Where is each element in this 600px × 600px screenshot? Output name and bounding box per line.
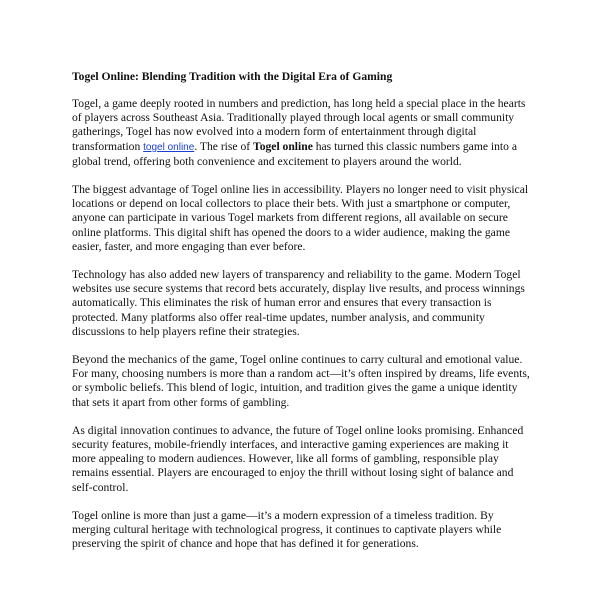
paragraph-intro-text-3: has turned this classic numbers game into a global trend, offering both convenience and excitement to players around the world. — [72, 139, 517, 168]
paragraph-intro-text-2: . The rise of — [194, 139, 254, 153]
paragraph-intro — [72, 97, 532, 169]
paragraph-culture: Beyond the mechanics of the game, Togel online continues to carry cultural and emotional value. For many, choosing numbers is more than a random act—it’s often inspired by dreams, life events, or symbolic beliefs. This blend of logic, intuition, and tradition gives the game a unique identity that sets it apart from other forms of gambling. — [72, 353, 530, 409]
paragraph-conclusion: Togel online is more than just a game—it’s a modern expression of a timeless tradition. By merging cultural heritage with technological progress, it continues to captivate players while preserving the spirit of chance and hope that has defined it for generations. — [72, 508, 502, 551]
paragraph-intro-text: Togel, a game deeply rooted in numbers and prediction, has long held a special place in the hearts of players across Southeast Asia. Traditionally played through local agents or small community gatherings, Togel has now evolved into a modern form of entertainment through digital transformation — [72, 97, 526, 153]
paragraph-future: As digital innovation continues to advance, the future of Togel online looks promising. Enhanced security features, mobile-friendly interfaces, and interactive gaming experiences are making it more appealing to modern audiences. However, like all forms of gambling, responsible play remains essential. Players are encouraged to enjoy the thrill without losing sight of balance and self-control. — [72, 423, 524, 494]
document-title: Togel Online: Blending Tradition with the Digital Era of Gaming — [72, 70, 393, 83]
togel-online-link[interactable]: togel online — [143, 141, 195, 153]
bold-togel-online: Togel online — [253, 139, 313, 153]
paragraph-technology: Technology has also added new layers of transparency and reliability to the game. Modern Togel websites use secure systems that record bets accurately, display live results, and process winnings automatically. This eliminates the risk of human error and ensures that every transaction is protected. Many platforms also offer real-time updates, number analysis, and community discussions to help players refine their strategies. — [72, 268, 525, 338]
paragraph-accessibility: The biggest advantage of Togel online lies in accessibility. Players no longer need to visit physical locations or depend on local collectors to place their bets. With just a smartphone or computer, anyone can participate in various Togel markets from different regions, all available on secure online platforms. This digital shift has opened the doors to a wider audience, making the game easier, faster, and more engaging than ever before. — [72, 183, 529, 253]
document-page — [72, 70, 532, 565]
